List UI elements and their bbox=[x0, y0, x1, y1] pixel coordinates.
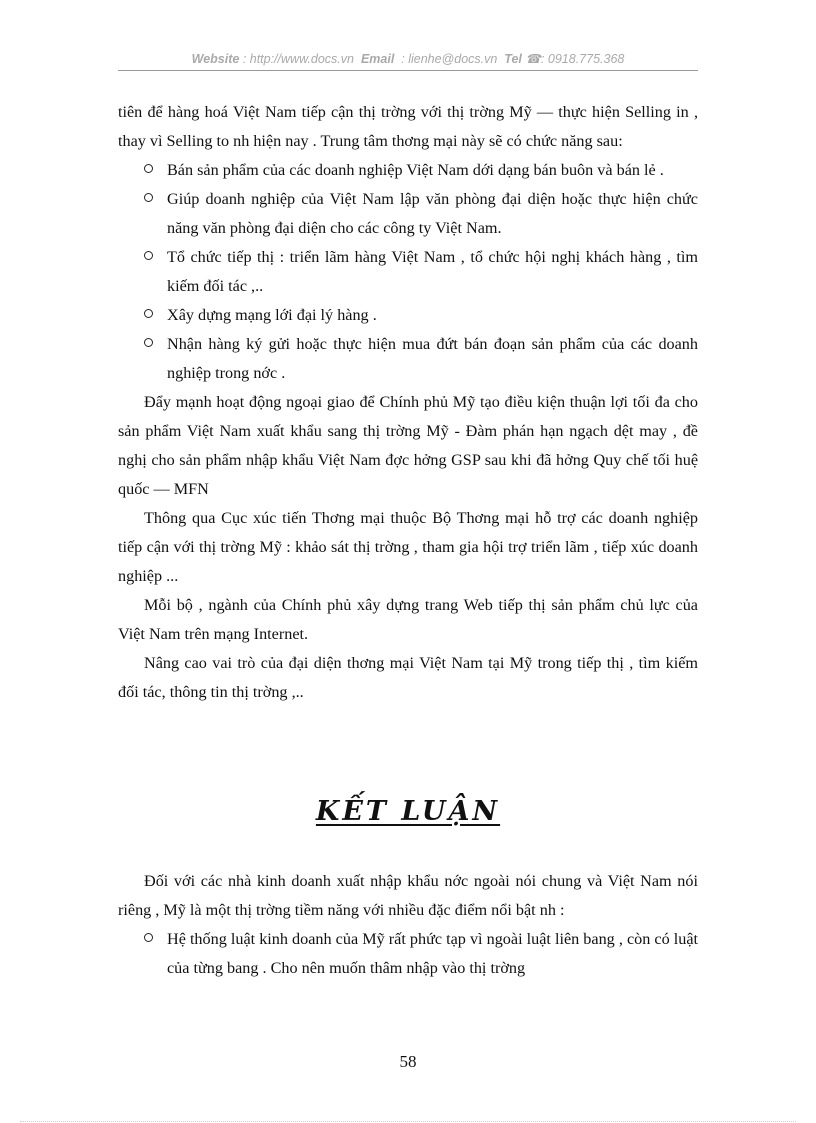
paragraph: Thông qua Cục xúc tiến Thơng mại thuộc Bộ Thơng mại hỗ trợ các doanh nghiệp tiếp cận với thị trờng Mỹ : khảo sát thị trờng , tham gia hội trợ triển lãm , tiếp xúc doanh nghiệp ... bbox=[118, 509, 698, 585]
list-item: Bán sản phẩm của các doanh nghiệp Việt Nam dới dạng bán buôn và bán lẻ . bbox=[118, 156, 698, 185]
bullet-circle-icon bbox=[144, 251, 153, 260]
email-value: : lienhe@docs.vn bbox=[401, 52, 498, 66]
website-label: Website bbox=[191, 52, 240, 66]
paragraph: Đẩy mạnh hoạt động ngoại giao để Chính phủ Mỹ tạo điều kiện thuận lợi tối đa cho sản phẩm Việt Nam xuất khẩu sang thị trờng Mỹ - Đàm phán hạn ngạch dệt may , đề nghị cho sản phẩm nhập khẩu Việt Nam đợc hởng GSP sau khi đã hởng Quy chế tối huệ quốc — MFN bbox=[118, 393, 698, 498]
tel-value: : 0918.775.368 bbox=[540, 52, 625, 66]
website-value: : http://www.docs.vn bbox=[242, 52, 354, 66]
footer-divider bbox=[20, 1121, 796, 1122]
conclusion-paragraph: Đối với các nhà kinh doanh xuất nhập khẩu nớc ngoài nói chung và Việt Nam nói riêng , Mỹ là một thị trờng tiềm năng với nhiều đặc điểm nổi bật nh : bbox=[118, 872, 698, 919]
bullet-circle-icon bbox=[144, 933, 153, 942]
page-header bbox=[118, 51, 698, 66]
bullet-circle-icon bbox=[144, 193, 153, 202]
email-label: Email bbox=[360, 52, 395, 66]
list-item: Nhận hàng ký gửi hoặc thực hiện mua đứt bán đoạn sản phẩm của các doanh nghiệp trong nớc . bbox=[118, 330, 698, 388]
main-content bbox=[118, 98, 698, 707]
phone-icon: ☎ bbox=[525, 52, 541, 66]
bullet-circle-icon bbox=[144, 338, 153, 347]
header-divider bbox=[118, 70, 698, 71]
tel-label: Tel bbox=[504, 52, 522, 66]
function-list bbox=[118, 156, 698, 388]
bullet-circle-icon bbox=[144, 164, 153, 173]
paragraph: Mỗi bộ , ngành của Chính phủ xây dựng trang Web tiếp thị sản phẩm chủ lực của Việt Nam trên mạng Internet. bbox=[118, 596, 698, 643]
bullet-circle-icon bbox=[144, 309, 153, 318]
list-item: Xây dựng mạng lới đại lý hàng . bbox=[118, 301, 698, 330]
conclusion-list bbox=[118, 925, 698, 983]
intro-paragraph: tiên để hàng hoá Việt Nam tiếp cận thị trờng với thị trờng Mỹ — thực hiện Selling in , thay vì Selling to nh hiện nay . Trung tâm thơng mại này sẽ có chức năng sau: bbox=[118, 103, 698, 150]
list-item: Giúp doanh nghiệp của Việt Nam lập văn phòng đại diện hoặc thực hiện chức năng văn phòng đại diện cho các công ty Việt Nam. bbox=[118, 185, 698, 243]
page-number: 58 bbox=[399, 1052, 417, 1071]
list-item: Hệ thống luật kinh doanh của Mỹ rất phức tạp vì ngoài luật liên bang , còn có luật của từng bang . Cho nên muốn thâm nhập vào thị trờng bbox=[118, 925, 698, 983]
list-item: Tổ chức tiếp thị : triển lãm hàng Việt Nam , tổ chức hội nghị khách hàng , tìm kiếm đối tác ,.. bbox=[118, 243, 698, 301]
conclusion-title: KẾT LUẬN bbox=[315, 796, 501, 827]
paragraph: Nâng cao vai trò của đại diện thơng mại Việt Nam tại Mỹ trong tiếp thị , tìm kiếm đối tác, thông tin thị trờng ,.. bbox=[118, 654, 698, 701]
conclusion-content bbox=[118, 867, 698, 983]
